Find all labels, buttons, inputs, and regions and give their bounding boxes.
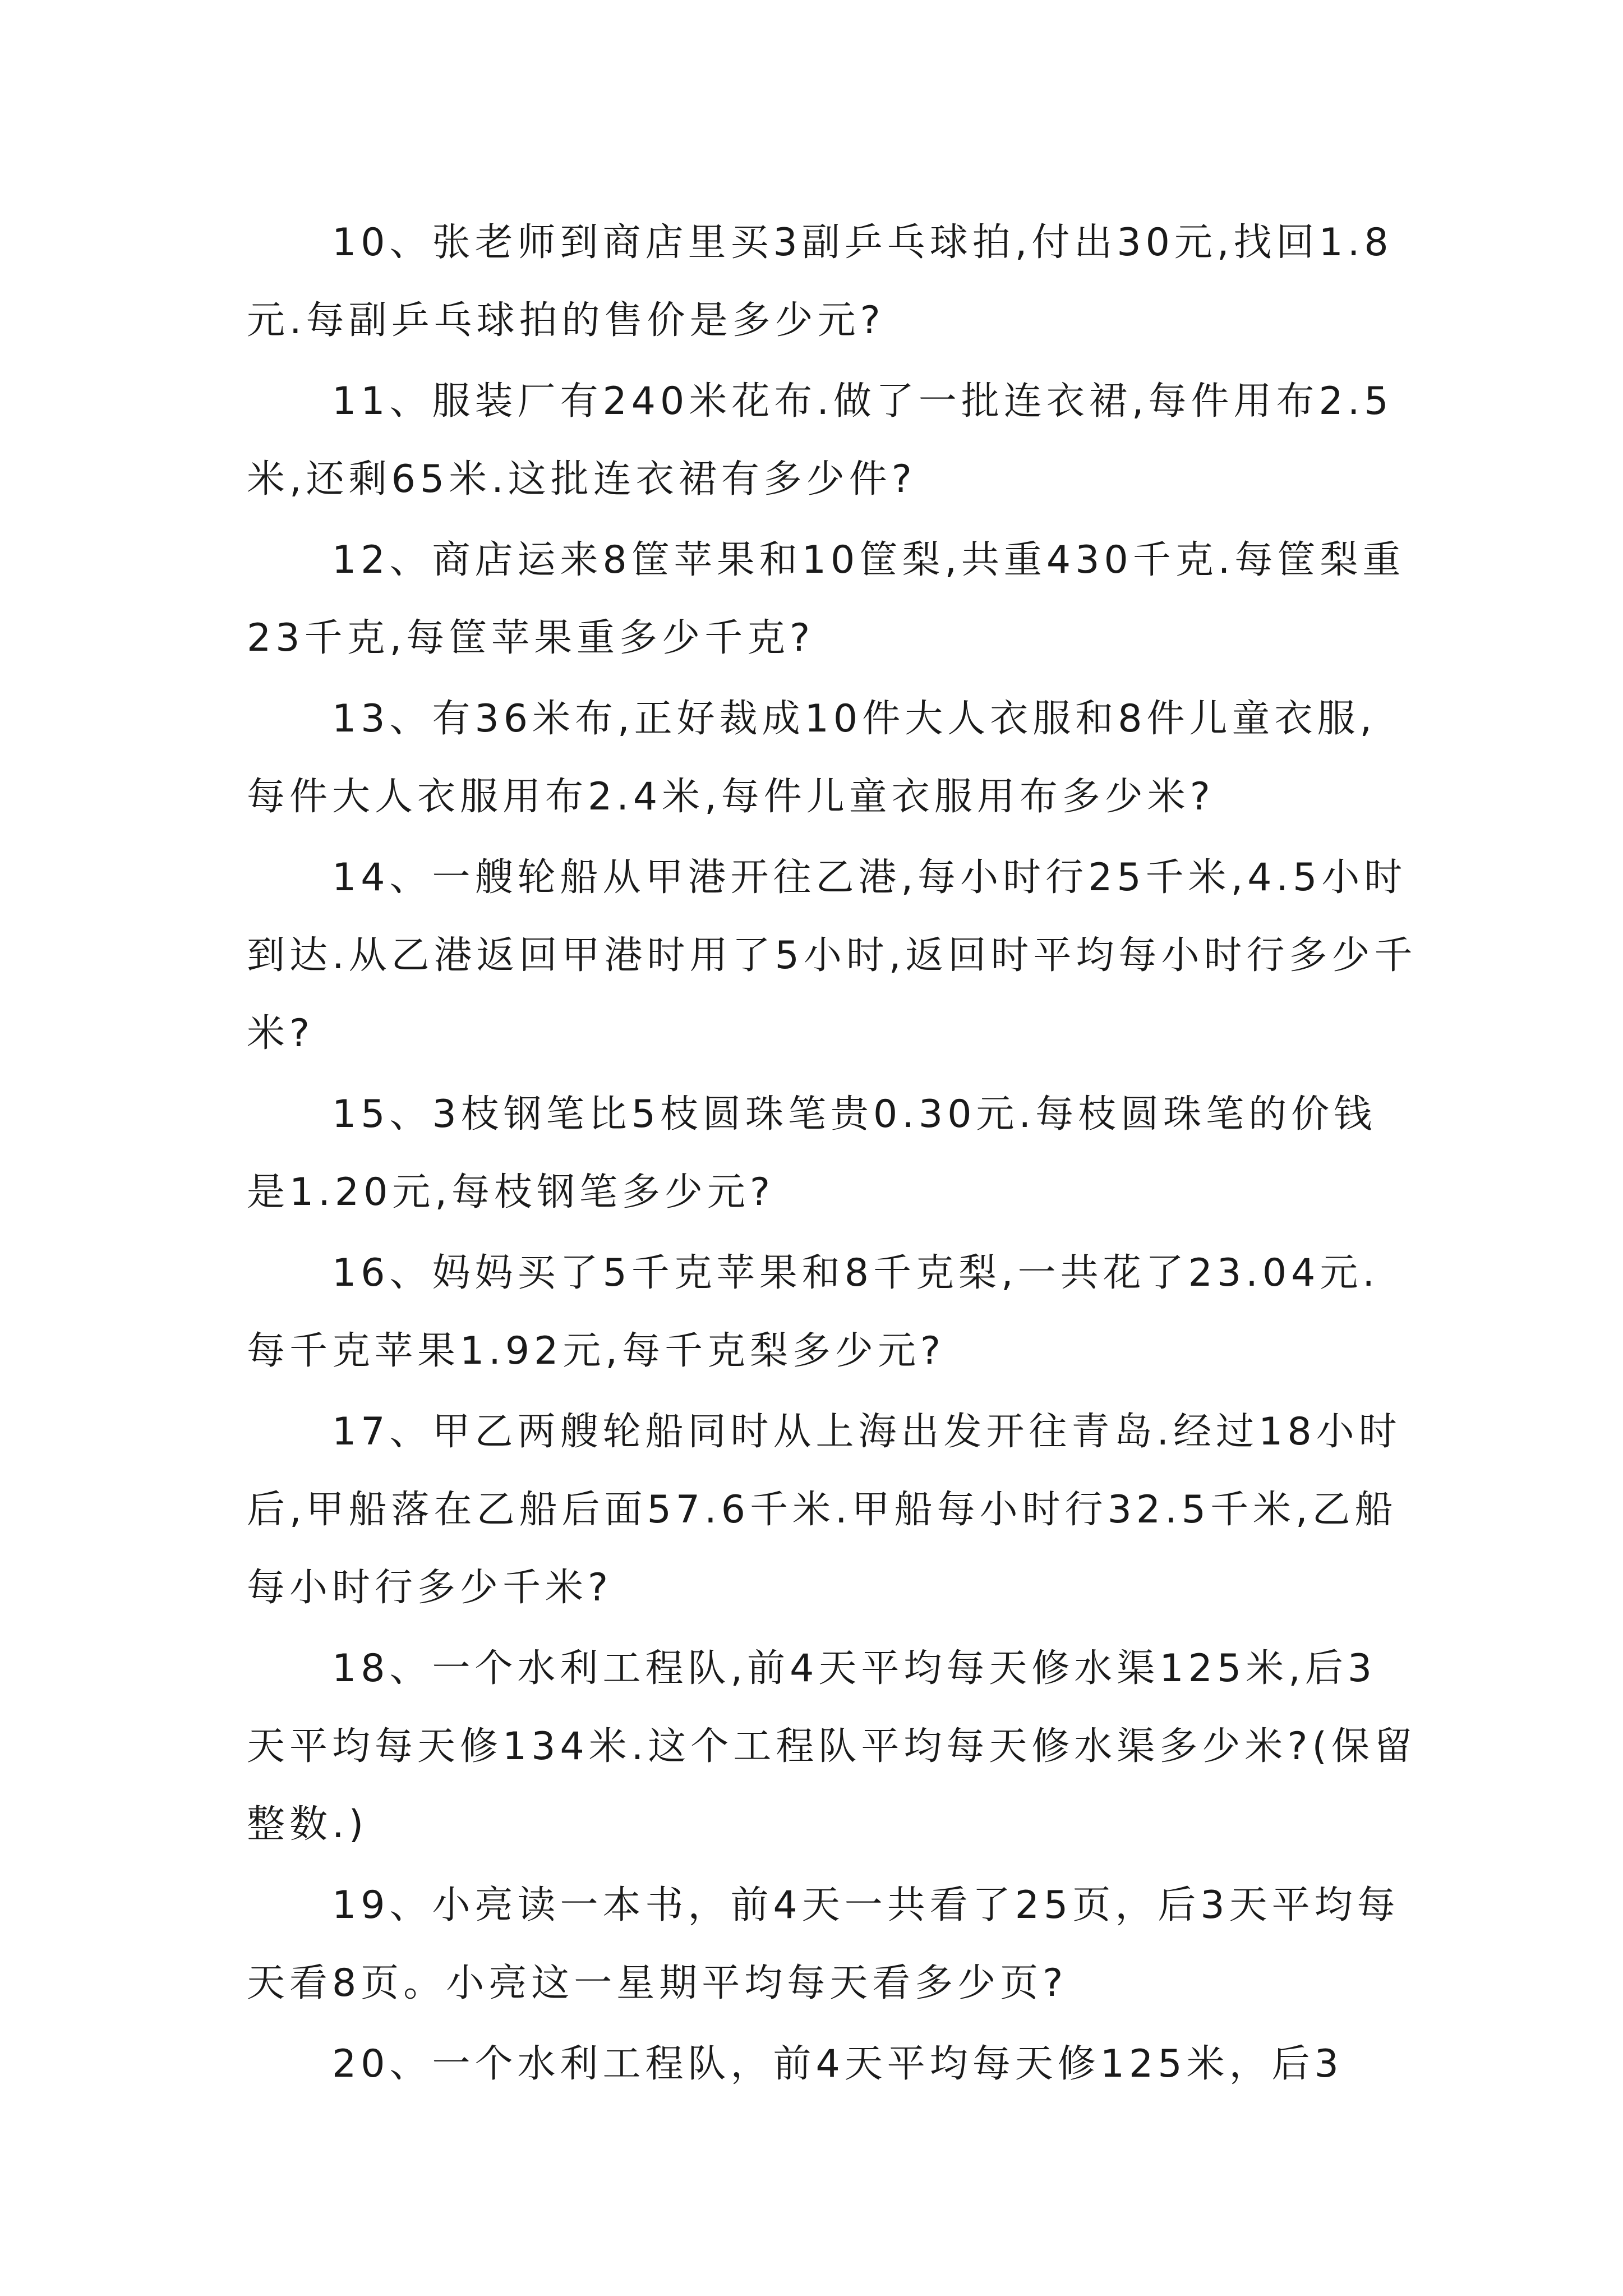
problem-12: 12、商店运来8筐苹果和10筐梨,共重430千克.每筐梨重23千克,每筐苹果重多少千克? [247,538,1405,660]
problem-18: 18、一个水利工程队,前4天平均每天修水渠125米,后3天平均每天修134米.这个工程队平均每天修水渠多少米?(保留整数.) [247,1646,1417,1847]
problem-16: 16、妈妈买了5千克苹果和8千克梨,一共花了23.04元.每千克苹果1.92元,每千克梨多少元? [247,1251,1379,1373]
problem-list [247,204,1419,2106]
problem-15: 15、3枝钢笔比5枝圆珠笔贵0.30元.每枝圆珠笔的价钱是1.20元,每枝钢笔多少元? [247,1092,1377,1214]
problem-19: 19、小亮读一本书，前4天一共看了25页，后3天平均每天看8页。小亮这一星期平均每天看多少页? [247,1883,1400,2005]
problem-13: 13、有36米布,正好裁成10件大人衣服和8件儿童衣服,每件大人衣服用布2.4米,每件儿童衣服用布多少米? [247,697,1377,819]
problem-10: 10、张老师到商店里买3副乒乓球拍,付出30元,找回1.8元.每副乒乓球拍的售价是多少元? [247,220,1393,343]
problem-11: 11、服装厂有240米花布.做了一批连衣裙,每件用布2.5米,还剩65米.这批连衣裙有多少件? [247,379,1393,501]
problem-14: 14、一艘轮船从甲港开往乙港,每小时行25千米,4.5小时到达.从乙港返回甲港时用了5小时,返回时平均每小时行多少千米? [247,855,1417,1056]
problem-17: 17、甲乙两艘轮船同时从上海出发开往青岛.经过18小时后,甲船落在乙船后面57.6千米.甲船每小时行32.5千米,乙船每小时行多少千米? [247,1410,1401,1610]
problem-20: 20、一个水利工程队，前4天平均每天修125米，后3 [332,2042,1343,2086]
